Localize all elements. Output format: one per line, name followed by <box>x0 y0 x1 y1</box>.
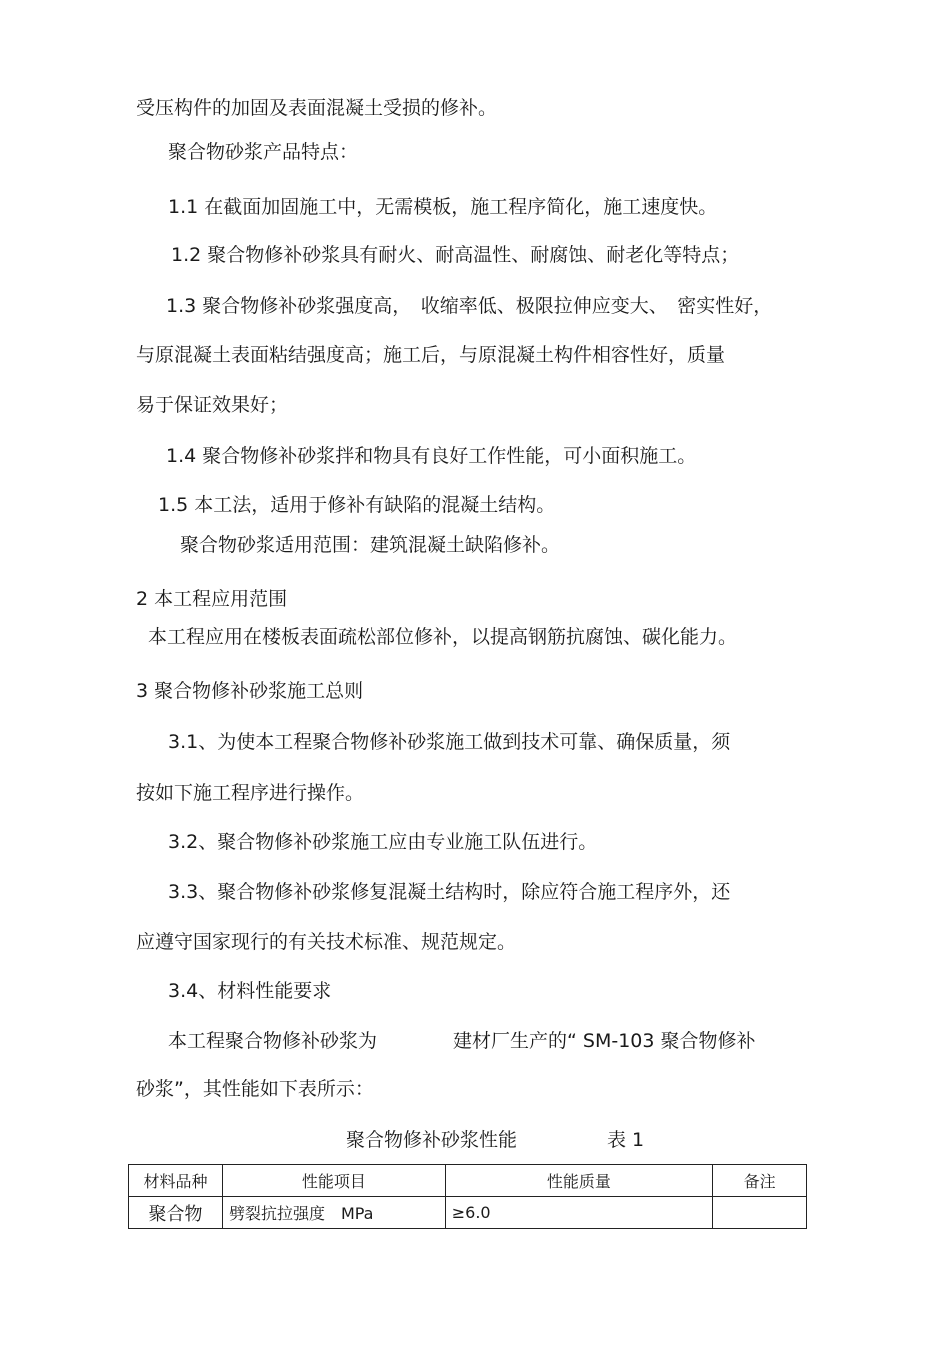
table-row <box>129 1197 807 1229</box>
text-line: 1.4 聚合物修补砂浆拌和物具有良好工作性能，可小面积施工。 <box>166 445 697 467</box>
text-line: 1.1 在截面加固施工中，无需模板，施工程序简化，施工速度快。 <box>168 196 718 218</box>
table-header-cell: 备注 <box>713 1165 807 1197</box>
text-line: 应遵守国家现行的有关技术标准、规范规定。 <box>136 931 517 953</box>
text-line: 本工程应用在楼板表面疏松部位修补，以提高钢筋抗腐蚀、碳化能力。 <box>148 626 738 648</box>
text-line: 聚合物砂浆适用范围：建筑混凝土缺陷修补。 <box>180 534 561 556</box>
text-line: 1.2 聚合物修补砂浆具有耐火、耐高温性、耐腐蚀、耐老化等特点； <box>171 244 740 266</box>
text-line: 3.3、聚合物修补砂浆修复混凝土结构时，除应符合施工程序外，还 <box>168 881 731 903</box>
table-header-row <box>129 1165 807 1197</box>
text-line: 3.2、聚合物修补砂浆施工应由专业施工队伍进行。 <box>168 831 598 853</box>
section-heading: 2 本工程应用范围 <box>136 588 288 610</box>
table-cell <box>713 1197 807 1229</box>
table-header-cell: 性能项目 <box>222 1165 445 1197</box>
text-line: 受压构件的加固及表面混凝土受损的修补。 <box>136 97 498 119</box>
text-line: 与原混凝土表面粘结强度高；施工后，与原混凝土构件相容性好，质量 <box>136 344 726 366</box>
table-caption: 聚合物修补砂浆性能 <box>346 1129 518 1151</box>
section-heading: 3 聚合物修补砂浆施工总则 <box>136 680 364 702</box>
text-line: 本工程聚合物修补砂浆为 建材厂生产的“ SM-103 聚合物修补 <box>168 1030 756 1052</box>
text-line: 1.5 本工法，适用于修补有缺陷的混凝土结构。 <box>158 494 556 516</box>
text-line: 3.4、材料性能要求 <box>168 980 332 1002</box>
table-number: 表 1 <box>607 1129 645 1151</box>
text-line: 3.1、为使本工程聚合物修补砂浆施工做到技术可靠、确保质量，须 <box>168 731 731 753</box>
table-header-cell: 材料品种 <box>129 1165 223 1197</box>
text-line: 砂浆”，其性能如下表所示： <box>136 1078 374 1100</box>
text-line: 按如下施工程序进行操作。 <box>136 782 365 804</box>
table-cell: 聚合物 <box>129 1197 223 1229</box>
table-cell: ≥6.0 <box>445 1197 712 1229</box>
table-header-cell: 性能质量 <box>445 1165 712 1197</box>
text-line: 聚合物砂浆产品特点： <box>168 141 359 163</box>
table-cell: 劈裂抗拉强度 MPa <box>222 1197 445 1229</box>
text-line: 易于保证效果好； <box>136 394 289 416</box>
text-line: 1.3 聚合物修补砂浆强度高， 收缩率低、极限拉伸应变大、 密实性好， <box>166 295 773 317</box>
performance-table <box>128 1164 807 1229</box>
